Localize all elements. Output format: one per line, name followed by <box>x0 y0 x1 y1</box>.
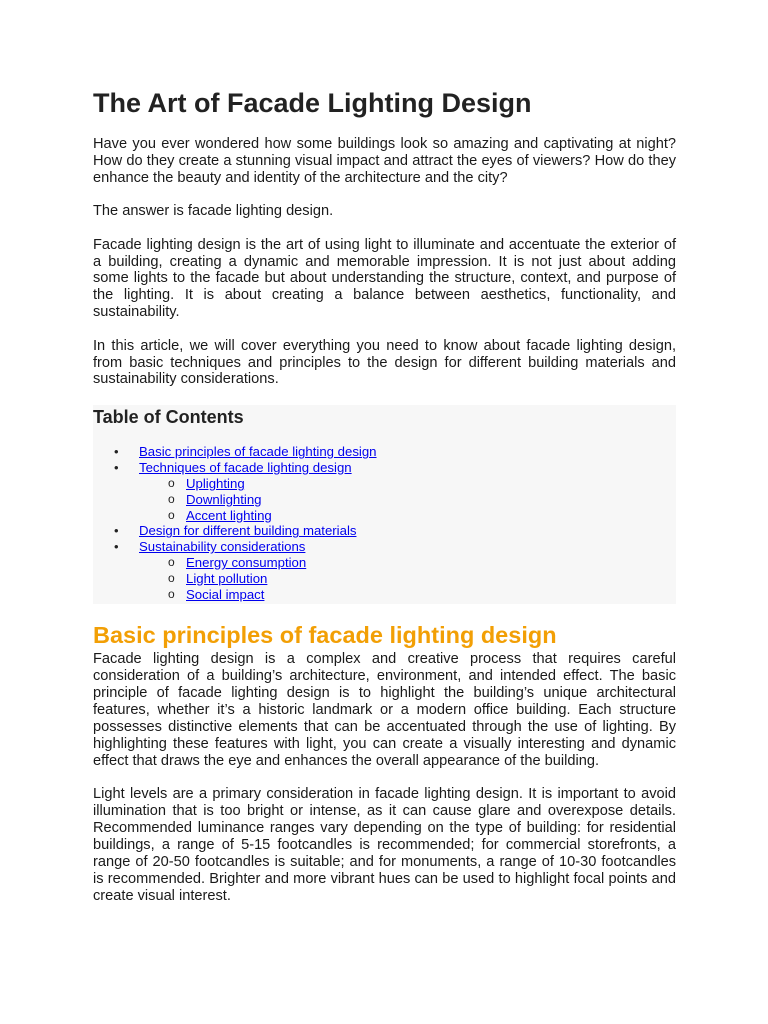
toc-subitem <box>114 555 654 571</box>
article-body <box>93 84 676 905</box>
toc-subitem <box>114 587 654 603</box>
toc-link-basic-principles[interactable]: Basic principles of facade lighting design <box>139 444 377 460</box>
section-paragraph-2: Light levels are a primary consideration in facade lighting design. It is important to avoid illumination that is too bright or intense, as it can cause glare and overexpose details. Recommended luminance ranges vary depending on the type of building: for residential buildings, a range of 5-15 footcandles is recommended; for commercial storefronts, a range of 20-50 footcandles is suitable; and for monuments, a range of 10-30 footcandles is recommended. Brighter and more vibrant hues can be used to highlight focal points and create visual interest. <box>93 786 676 904</box>
toc-link-social-impact[interactable]: Social impact <box>186 586 265 602</box>
toc-subitem <box>114 476 654 492</box>
intro-paragraph-1: Have you ever wondered how some buildings look so amazing and captivating at night? How do they create a stunning visual impact and attract the eyes of viewers? How do they enhance the beauty and identity of the architecture and the city? <box>93 136 676 186</box>
toc-subitem <box>114 571 654 587</box>
toc-heading: Table of Contents <box>93 407 244 428</box>
toc-subitem <box>114 492 654 508</box>
toc-link-uplighting[interactable]: Uplighting <box>186 475 245 491</box>
toc-subitem <box>114 508 654 524</box>
toc-link-accent-lighting[interactable]: Accent lighting <box>186 507 272 523</box>
section-paragraph-1: Facade lighting design is a complex and creative process that requires careful consideration of a building’s architecture, environment, and intended effect. The basic principle of facade lighting design is to highlight the building’s unique architectural features, whether it’s a historic landmark or a modern office building. Each structure possesses distinctive elements that can be accentuated through the use of lighting. By highlighting these features with light, you can create a visually interesting and dynamic effect that draws the eye and enhances the overall appearance of the building. <box>93 651 676 769</box>
toc-link-downlighting[interactable]: Downlighting <box>186 491 262 507</box>
toc-item <box>114 460 654 476</box>
toc-link-energy-consumption[interactable]: Energy consumption <box>186 554 307 570</box>
intro-paragraph-2: The answer is facade lighting design. <box>93 203 334 220</box>
table-of-contents <box>93 405 676 604</box>
toc-list <box>114 444 654 602</box>
page-title: The Art of Facade Lighting Design <box>93 88 532 118</box>
toc-item <box>114 444 654 460</box>
toc-link-techniques[interactable]: Techniques of facade lighting design <box>139 460 352 476</box>
intro-paragraph-3: Facade lighting design is the art of using light to illuminate and accentuate the exterior of a building, creating a dynamic and memorable impression. It is not just about adding some lights to the facade but about understanding the structure, context, and purpose of the lighting. It is about creating a balance between aesthetics, functionality, and sustainability. <box>93 236 676 321</box>
toc-item <box>114 523 654 539</box>
toc-item <box>114 539 654 555</box>
toc-link-light-pollution[interactable]: Light pollution <box>186 570 268 586</box>
section-heading: Basic principles of facade lighting design <box>93 622 557 649</box>
toc-link-building-materials[interactable]: Design for different building materials <box>139 523 357 539</box>
toc-link-sustainability[interactable]: Sustainability considerations <box>139 539 306 555</box>
intro-paragraph-4: In this article, we will cover everything you need to know about facade lighting design, from basic techniques and principles to the design for different building materials and sustainability considerations. <box>93 337 676 388</box>
